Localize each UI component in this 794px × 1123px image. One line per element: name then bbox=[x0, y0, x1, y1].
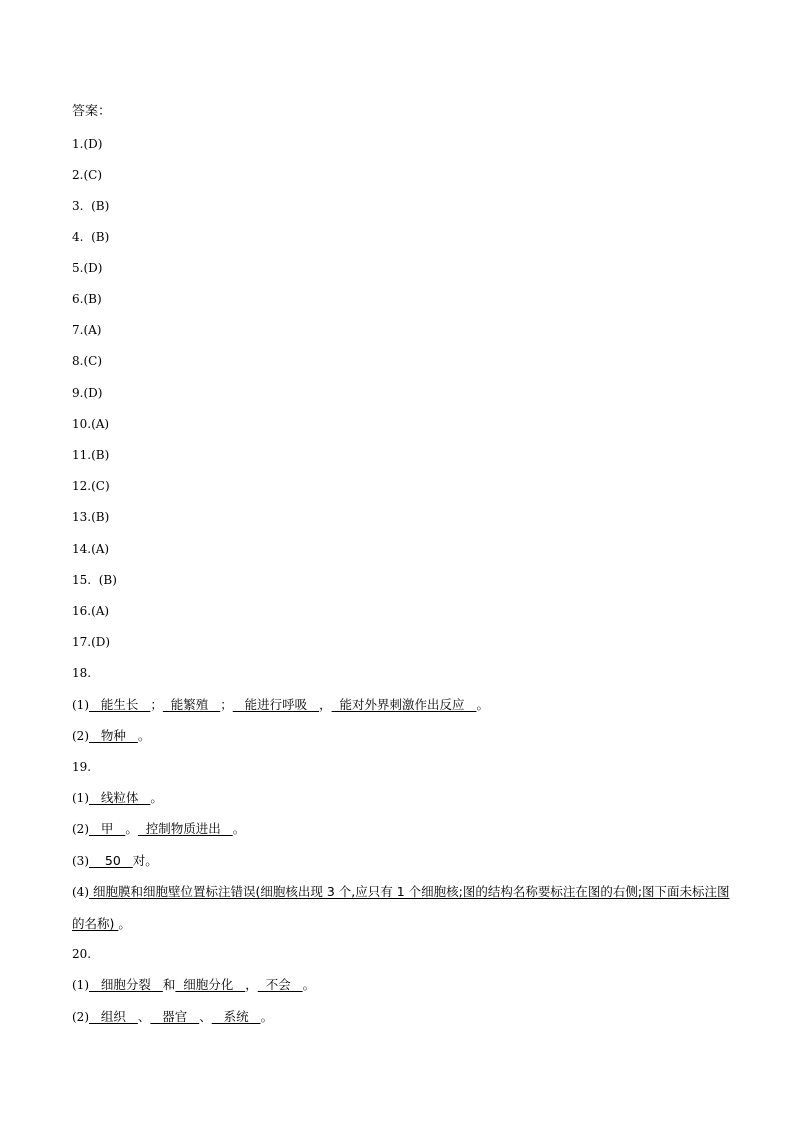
choice-answer-11: 11.(B) bbox=[72, 448, 110, 462]
answer-blank: 能繁殖 bbox=[162, 697, 221, 712]
q20-part1 bbox=[72, 977, 315, 993]
answer-blank: 甲 bbox=[89, 821, 126, 836]
choice-answer-16: 16.(A) bbox=[72, 604, 110, 618]
answer-blank: 系统 bbox=[211, 1009, 261, 1024]
q19-part4 bbox=[72, 876, 732, 939]
choice-answer-3: 3. (B) bbox=[72, 199, 110, 213]
choice-answer-6: 6.(B) bbox=[72, 292, 102, 306]
answer-blank: 控制物质进出 bbox=[137, 821, 233, 836]
answer-blank: 不会 bbox=[257, 977, 303, 992]
part-label: (3) bbox=[72, 854, 89, 868]
separator: ， bbox=[245, 977, 258, 992]
answer-blank: 细胞分裂 bbox=[89, 977, 163, 992]
choice-answer-15: 15. (B) bbox=[72, 573, 117, 587]
answer-blank: 50 bbox=[89, 853, 133, 868]
q20-part2 bbox=[72, 1009, 273, 1025]
end-mark: 。 bbox=[260, 1009, 274, 1024]
part-label: (4) bbox=[72, 885, 89, 899]
choice-answer-12: 12.(C) bbox=[72, 479, 110, 493]
separator: 、 bbox=[137, 1009, 151, 1024]
answer-blank: 细胞膜和细胞壁位置标注错误(细胞核出现 3 个,应只有 1 个细胞核;图的结构名称要标注在图的右侧;图下面未标注图的名称) bbox=[72, 884, 730, 931]
answer-blank: 能对外界刺激作出反应 bbox=[331, 697, 477, 712]
choice-answer-10: 10.(A) bbox=[72, 417, 110, 431]
end-mark: 。 bbox=[232, 821, 246, 836]
end-mark: 。 bbox=[476, 697, 489, 712]
part-label: (1) bbox=[72, 978, 89, 992]
choice-answer-9: 9.(D) bbox=[72, 386, 103, 400]
end-mark: 。 bbox=[150, 790, 163, 805]
choice-answer-7: 7.(A) bbox=[72, 323, 102, 337]
connector: 和 bbox=[162, 977, 176, 992]
separator: ； bbox=[150, 697, 163, 712]
choice-answer-17: 17.(D) bbox=[72, 635, 111, 649]
answer-blank: 能进行呼吸 bbox=[232, 697, 320, 712]
choice-answer-13: 13.(B) bbox=[72, 510, 110, 524]
answer-blank: 组织 bbox=[89, 1009, 138, 1024]
q19-number: 19. bbox=[72, 760, 92, 774]
answer-blank: 物种 bbox=[89, 728, 138, 743]
q19-part3 bbox=[72, 853, 158, 869]
part-label: (1) bbox=[72, 791, 89, 805]
answer-blank: 细胞分化 bbox=[175, 977, 246, 992]
choice-answer-2: 2.(C) bbox=[72, 168, 102, 182]
part-label: (2) bbox=[72, 1010, 89, 1024]
q18-part2 bbox=[72, 728, 150, 744]
end-mark: 对。 bbox=[132, 853, 158, 868]
end-mark: 。 bbox=[137, 728, 151, 743]
part-label: (2) bbox=[72, 729, 89, 743]
choice-answer-4: 4. (B) bbox=[72, 230, 110, 244]
q19-part2 bbox=[72, 821, 245, 837]
separator: 、 bbox=[199, 1009, 212, 1024]
q19-part1 bbox=[72, 790, 163, 806]
end-mark: 。 bbox=[302, 977, 316, 992]
choice-answer-5: 5.(D) bbox=[72, 261, 103, 275]
choice-answer-1: 1.(D) bbox=[72, 137, 103, 151]
answer-blank: 能生长 bbox=[89, 697, 151, 712]
separator: 。 bbox=[125, 821, 138, 836]
end-mark: 。 bbox=[118, 916, 131, 931]
q18-number: 18. bbox=[72, 666, 92, 680]
q20-number: 20. bbox=[72, 947, 92, 961]
part-label: (2) bbox=[72, 822, 89, 836]
separator: ； bbox=[220, 697, 233, 712]
choice-answer-8: 8.(C) bbox=[72, 354, 102, 368]
choice-answer-14: 14.(A) bbox=[72, 542, 110, 556]
separator: ， bbox=[319, 697, 332, 712]
answer-blank: 器官 bbox=[150, 1009, 200, 1024]
answer-title: 答案： bbox=[72, 104, 112, 119]
q18-part1 bbox=[72, 697, 489, 713]
answer-blank: 线粒体 bbox=[89, 790, 151, 805]
part-label: (1) bbox=[72, 698, 89, 712]
